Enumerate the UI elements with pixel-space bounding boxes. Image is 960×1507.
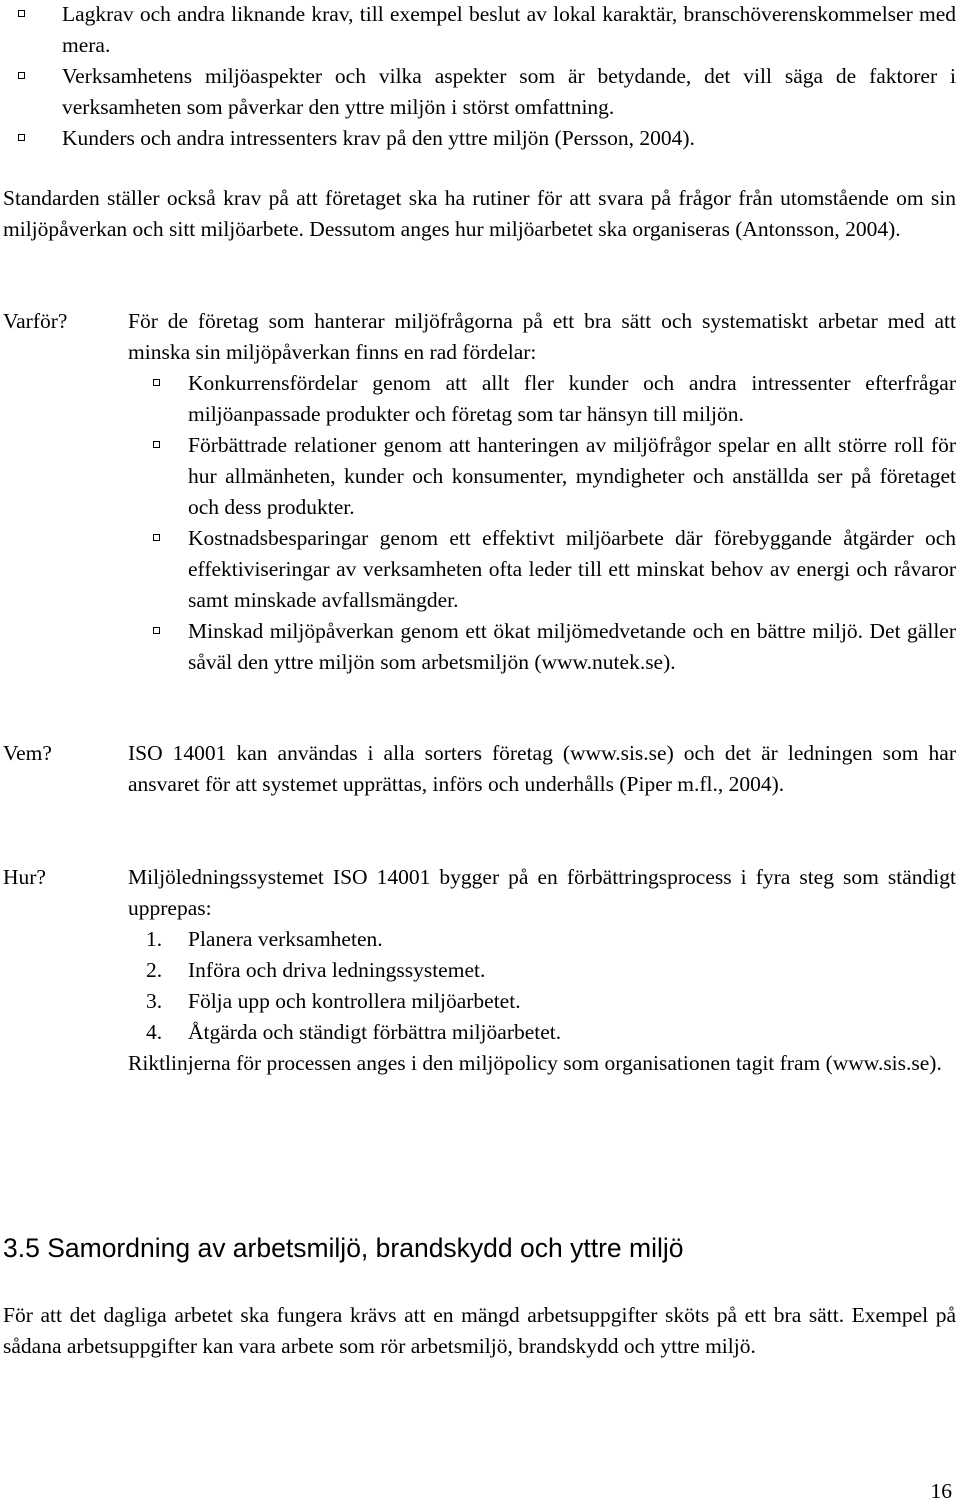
page-number: 16 — [930, 1479, 952, 1503]
varfor-intro: För de företag som hanterar miljöfrågorna på ett bra sätt och systematiskt arbetar med att minska sin miljöpåverkan finns en rad fördelar: — [128, 309, 956, 364]
step-number: 4. — [146, 1020, 163, 1044]
square-bullet-icon — [153, 534, 160, 541]
step-text: Följa upp och kontrollera miljöarbetet. — [188, 989, 521, 1013]
list-item — [128, 430, 956, 523]
standard-paragraph: Standarden ställer också krav på att företaget ska ha rutiner för att svara på frågor från utomstående om sin miljöpåverkan och sitt miljöarbete. Dessutom anges hur miljöarbetet ska organiseras (Antonsson, 2004). — [3, 186, 956, 241]
step-number: 1. — [146, 927, 163, 951]
section-paragraph: För att det dagliga arbetet ska fungera krävs att en mängd arbetsuppgifter sköts på ett bra sätt. Exempel på sådana arbetsuppgifter kan vara arbete som rör arbetsmiljö, brandskydd och yttre miljö. — [3, 1303, 956, 1358]
list-item — [16, 123, 956, 154]
label-vem: Vem? — [3, 741, 52, 765]
list-item-text: Lagkrav och andra liknande krav, till exempel beslut av lokal karaktär, branschöverenskommelser med mera. — [62, 2, 956, 57]
vem-section — [128, 738, 956, 800]
step-text: Införa och driva ledningssystemet. — [188, 958, 486, 982]
list-item-text: Förbättrade relationer genom att hanteringen av miljöfrågor spelar en allt större roll för hur allmänheten, kunder och konsumenter, myndigheter och anställda ser på företaget och dess produkter. — [188, 433, 956, 519]
list-item-text: Verksamhetens miljöaspekter och vilka aspekter som är betydande, det vill säga de faktorer i verksamheten som påverkar den yttre miljön i störst omfattning. — [62, 64, 956, 119]
list-item — [128, 1017, 956, 1048]
list-item-text: Minskad miljöpåverkan genom ett ökat miljömedvetande och en bättre miljö. Det gäller såväl den yttre miljön som arbetsmiljön (www.nutek.se). — [188, 619, 956, 674]
step-text: Åtgärda och ständigt förbättra miljöarbetet. — [188, 1020, 562, 1044]
square-bullet-icon — [153, 441, 160, 448]
list-item — [128, 523, 956, 616]
square-bullet-icon — [18, 72, 25, 79]
square-bullet-icon — [153, 627, 160, 634]
list-item — [128, 924, 956, 955]
varfor-section — [128, 306, 956, 678]
label-varfor: Varför? — [3, 309, 68, 333]
hur-intro: Miljöledningssystemet ISO 14001 bygger på en förbättringsprocess i fyra steg som ständigt upprepas: — [128, 865, 956, 920]
square-bullet-icon — [18, 10, 25, 17]
section-heading: 3.5 Samordning av arbetsmiljö, brandskydd och yttre miljö — [3, 1233, 684, 1263]
hur-outro: Riktlinjerna för processen anges i den miljöpolicy som organisationen tagit fram (www.sis.se). — [128, 1051, 942, 1075]
list-item — [16, 61, 956, 123]
list-item — [128, 368, 956, 430]
square-bullet-icon — [153, 379, 160, 386]
list-item-text: Konkurrensfördelar genom att allt fler kunder och andra intressenter efterfrågar miljöanpassade produkter och företag som tar hänsyn till miljön. — [188, 371, 956, 426]
step-number: 2. — [146, 958, 163, 982]
step-text: Planera verksamheten. — [188, 927, 383, 951]
step-number: 3. — [146, 989, 163, 1013]
process-steps-list — [128, 924, 956, 1048]
list-item — [128, 616, 956, 678]
hur-section — [128, 862, 956, 1079]
benefits-list — [128, 368, 956, 678]
list-item — [128, 955, 956, 986]
square-bullet-icon — [18, 134, 25, 141]
list-item — [16, 0, 956, 61]
list-item-text: Kunders och andra intressenters krav på den yttre miljön (Persson, 2004). — [62, 126, 695, 150]
list-item — [128, 986, 956, 1017]
requirements-list — [16, 0, 956, 154]
label-hur: Hur? — [3, 865, 46, 889]
vem-text: ISO 14001 kan användas i alla sorters företag (www.sis.se) och det är ledningen som har ansvaret för att systemet upprättas, införs och underhålls (Piper m.fl., 2004). — [128, 741, 956, 796]
list-item-text: Kostnadsbesparingar genom ett effektivt miljöarbete där förebyggande åtgärder och effektiviseringar av verksamheten ofta leder till ett minskat behov av energi och råvaror samt minskade avfallsmängder. — [188, 526, 956, 612]
